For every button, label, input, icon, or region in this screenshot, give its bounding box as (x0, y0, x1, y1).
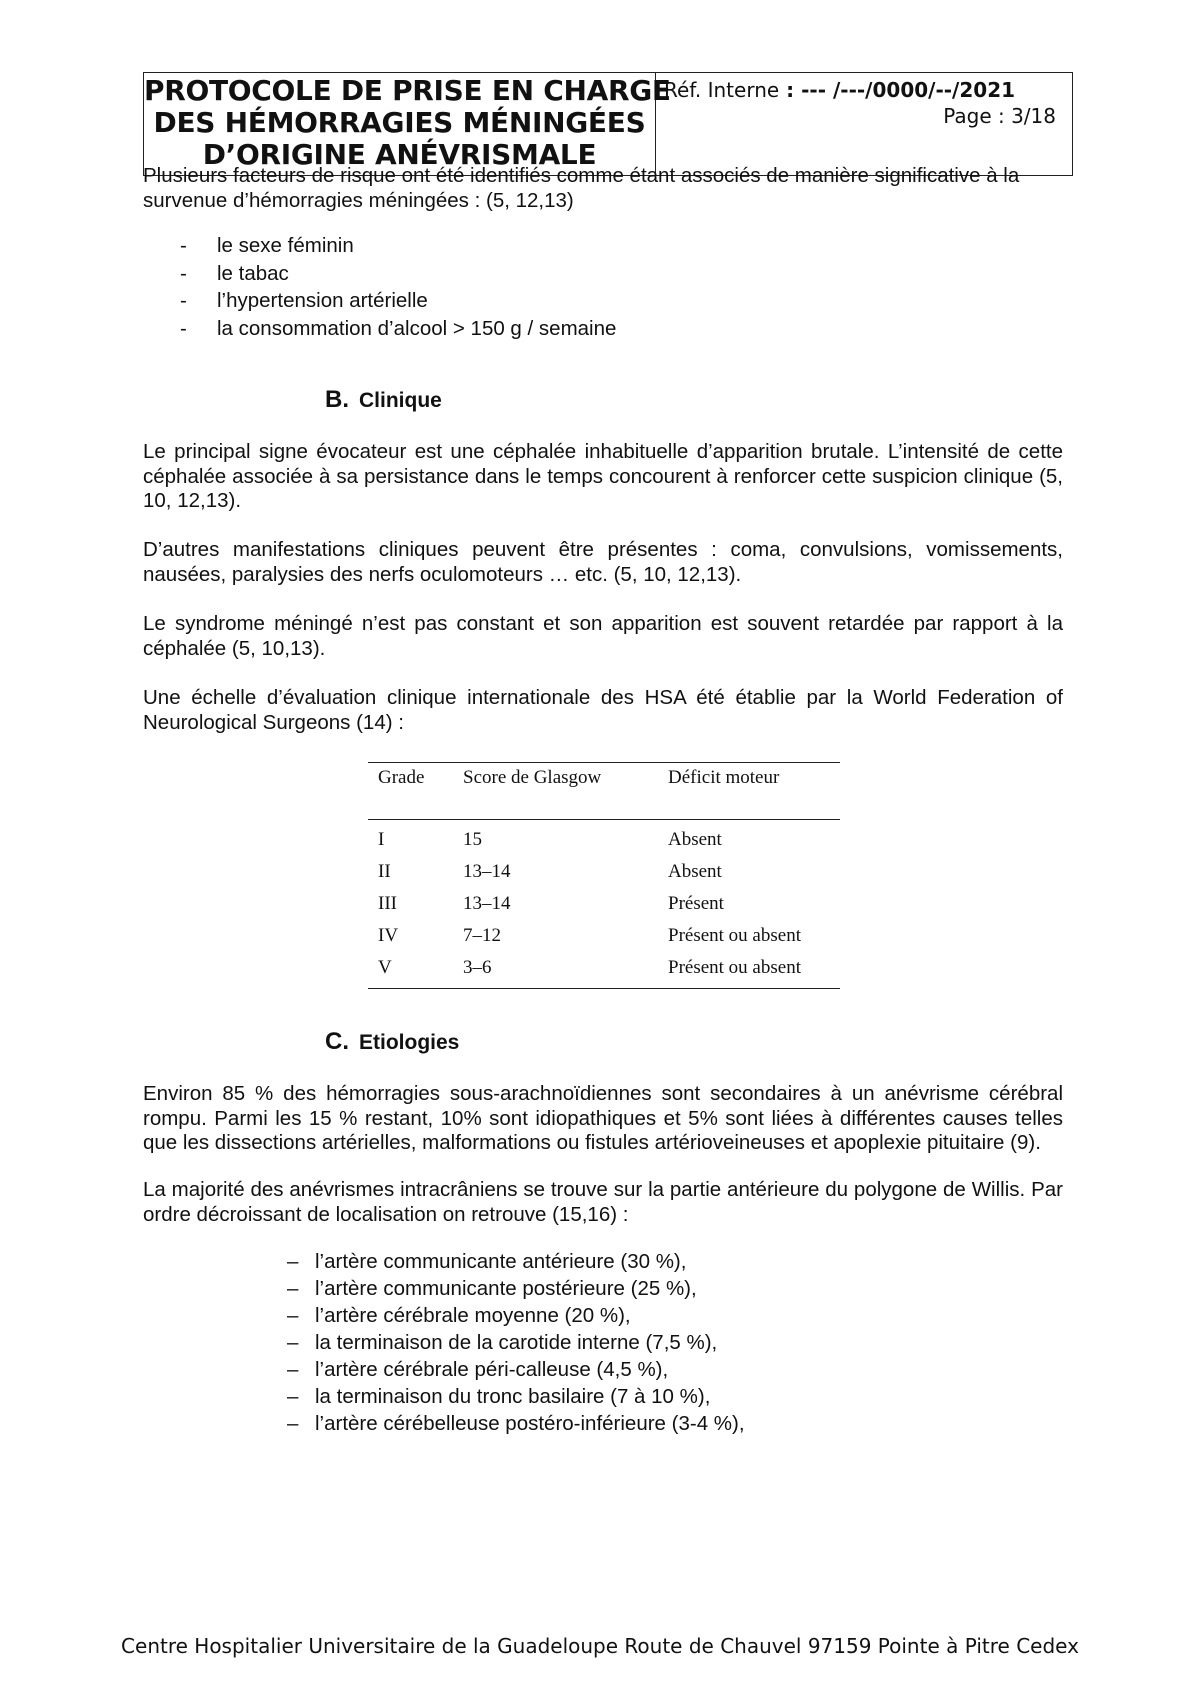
table-cell: 3–6 (453, 952, 658, 989)
list-item: – la terminaison du tronc basilaire (7 à 10 %), (287, 1385, 711, 1408)
table-row (368, 888, 840, 920)
title-line-1: PROTOCOLE DE PRISE EN CHARGE (144, 74, 671, 107)
ref-value: : --- /---/0000/--/2021 (779, 78, 1016, 102)
section-letter: C. (325, 1028, 349, 1055)
risk-factor-list (180, 232, 616, 342)
list-item: – l’artère cérébrale péri-calleuse (4,5 %), (287, 1358, 669, 1381)
list-item: – l’artère cérébrale moyenne (20 %), (287, 1304, 631, 1327)
table-cell: Présent (668, 893, 724, 914)
table-row (368, 920, 840, 952)
section-heading-clinique (325, 386, 442, 414)
table-row (368, 856, 840, 888)
etiologies-paragraph-1: Environ 85 % des hémorragies sous-arachnoïdiennes sont secondaires à un anévrisme cérébral rompu. Parmi les 15 % restant, 10% sont idiopathiques et 5% sont liées à différentes causes telles que les dissections artérielles, malformations ou fistules artérioveineuses et apoplexie pituitaire (9). (143, 1082, 1063, 1154)
column-header: Déficit moteur (658, 763, 840, 820)
document-header (143, 72, 1073, 176)
title-line-3: D’ORIGINE ANÉVRISMALE (202, 138, 597, 171)
section-letter: B. (325, 386, 349, 413)
section-title: Clinique (359, 389, 442, 412)
list-item: – l’artère cérébelleuse postéro-inférieure (3-4 %), (287, 1412, 745, 1435)
wfns-grade-table (368, 762, 840, 989)
clinique-paragraph-1: Le principal signe évocateur est une céphalée inhabituelle d’apparition brutale. L’intensité de cette céphalée associée à sa persistance dans le temps concourent à renforcer cette suspicion clinique (5, 10, 12,13). (143, 440, 1063, 512)
table-cell: Présent ou absent (668, 925, 801, 946)
page-number: Page : 3/18 (943, 104, 1056, 128)
column-header: Grade (368, 763, 453, 820)
list-item: - le tabac (180, 261, 289, 285)
table-cell: IV (378, 925, 399, 946)
list-item: – l’artère communicante antérieure (30 %), (287, 1250, 687, 1273)
title-line-2: DES HÉMORRAGIES MÉNINGÉES (153, 106, 646, 139)
list-item: - le sexe féminin (180, 234, 354, 257)
table-cell: Absent (668, 861, 722, 882)
list-item: - la consommation d’alcool > 150 g / semaine (180, 316, 617, 340)
table-cell: I (378, 829, 385, 850)
table-header-row (368, 763, 840, 820)
internal-reference (664, 77, 1056, 103)
table-cell: Présent ou absent (658, 952, 840, 989)
table-cell: II (378, 861, 391, 882)
table-cell: Absent (668, 829, 722, 850)
list-item: – la terminaison de la carotide interne (7,5 %), (287, 1331, 718, 1354)
aneurysm-location-list (287, 1248, 745, 1437)
table-cell: V (368, 952, 453, 989)
column-header: Score de Glasgow (453, 763, 658, 820)
etiologies-paragraph-2: La majorité des anévrismes intracrâniens se trouve sur la partie antérieure du polygone de Willis. Par ordre décroissant de localisation on retrouve (15,16) : (143, 1178, 1063, 1226)
clinique-paragraph-2: D’autres manifestations cliniques peuvent être présentes : coma, convulsions, vomissements, nausées, paralysies des nerfs oculomoteurs … etc. (5, 10, 12,13). (143, 538, 1063, 586)
page-footer: Centre Hospitalier Universitaire de la Guadeloupe Route de Chauvel 97159 Pointe à Pitre Cedex (121, 1634, 1079, 1658)
list-item: – l’artère communicante postérieure (25 %), (287, 1277, 697, 1300)
clinique-paragraph-4: Une échelle d’évaluation clinique internationale des HSA été établie par la World Federation of Neurological Surgeons (14) : (143, 686, 1063, 734)
section-heading-etiologies (325, 1028, 459, 1056)
list-item: - l’hypertension artérielle (180, 289, 428, 312)
table-cell: 15 (463, 829, 482, 850)
risk-intro-paragraph: Plusieurs facteurs de risque ont été identifiés comme étant associés de manière significative à la survenue d’hémorragies méningées : (5, 12,13) (143, 164, 1020, 212)
header-meta (656, 73, 1072, 175)
table-cell: III (378, 893, 397, 914)
table-cell: 13–14 (463, 861, 511, 882)
table-row (368, 820, 840, 857)
clinique-paragraph-3: Le syndrome méningé n’est pas constant et son apparition est souvent retardée par rapport à la céphalée (5, 10,13). (143, 612, 1063, 660)
table-cell: 7–12 (463, 925, 501, 946)
table-cell: 13–14 (463, 893, 511, 914)
protocol-title (144, 73, 671, 175)
table-row (368, 952, 840, 989)
section-title: Etiologies (359, 1031, 460, 1054)
ref-label: Réf. Interne (664, 78, 780, 102)
